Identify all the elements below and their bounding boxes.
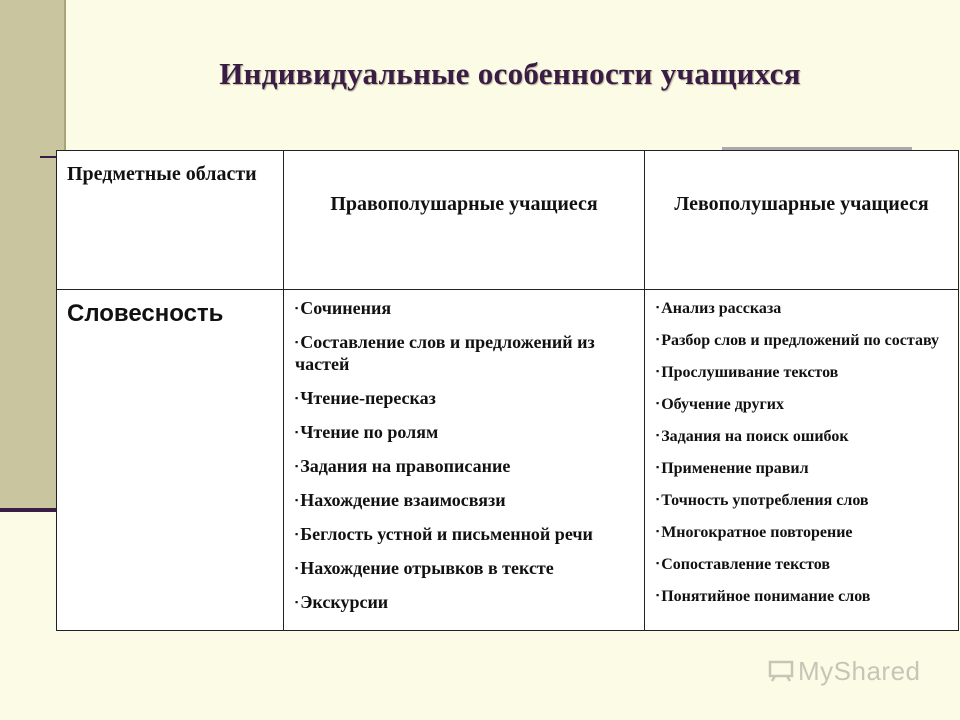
list-item-text: Составление слов и предложений из частей [295,332,595,374]
square-bullet-icon: ▪ [295,303,299,313]
list-item [295,591,635,613]
list-item [295,387,635,409]
square-bullet-icon: ▪ [656,366,660,376]
list-item [295,455,635,477]
list-item-text: Задания на поиск ошибок [661,428,849,445]
list-item [295,523,635,545]
square-bullet-icon: ▪ [295,337,299,347]
list-item-text: Нахождение отрывков в тексте [300,558,554,578]
left-brain-list [646,291,957,621]
list-item-text: Сопоставление текстов [661,556,830,573]
list-item [656,393,949,415]
list-item-text: Экскурсии [300,592,389,612]
subject-cell: Словесность [57,290,284,631]
square-bullet-icon: ▪ [295,495,299,505]
list-item-text: Беглость устной и письменной речи [300,524,593,544]
square-bullet-icon: ▪ [656,526,660,536]
list-item [656,425,949,447]
list-item-text: Разбор слов и предложений по составу [661,332,940,349]
list-item-text: Применение правил [661,460,809,477]
header-subject: Предметные области [57,151,284,290]
right-brain-cell [284,290,645,631]
presentation-board-icon [768,660,794,682]
list-item [295,421,635,443]
list-item [656,521,949,543]
list-item-text: Многократное повторение [661,524,853,541]
list-item-text: Понятийное понимание слов [661,588,871,605]
list-item [656,553,949,575]
list-item [656,585,949,607]
list-item-text: Сочинения [300,298,392,318]
list-item [295,557,635,579]
square-bullet-icon: ▪ [656,398,660,408]
list-item-text: Чтение по ролям [300,422,439,442]
list-item [295,297,635,319]
list-item-text: Точность употребления слов [661,492,869,509]
list-item [295,489,635,511]
square-bullet-icon: ▪ [656,430,660,440]
right-brain-list [285,291,643,629]
comparison-table [56,150,959,631]
square-bullet-icon: ▪ [656,462,660,472]
left-brain-cell [645,290,959,631]
list-item-text: Прослушивание текстов [661,364,839,381]
watermark-text: MyShared [798,656,921,686]
square-bullet-icon: ▪ [656,494,660,504]
list-item [656,489,949,511]
list-item [656,329,949,351]
list-item [295,331,635,375]
square-bullet-icon: ▪ [295,461,299,471]
square-bullet-icon: ▪ [295,529,299,539]
square-bullet-icon: ▪ [295,427,299,437]
list-item [656,297,949,319]
watermark [768,656,921,687]
square-bullet-icon: ▪ [295,563,299,573]
table-header-row [57,151,959,290]
list-item [656,361,949,383]
slide-title: Индивидуальные особенности учащихся [219,56,801,91]
square-bullet-icon: ▪ [295,597,299,607]
list-item-text: Задания на правописание [300,456,511,476]
square-bullet-icon: ▪ [656,558,660,568]
header-left-brain: Левополушарные учащиеся [645,151,959,290]
square-bullet-icon: ▪ [656,590,660,600]
square-bullet-icon: ▪ [656,334,660,344]
list-item-text: Анализ рассказа [661,300,782,317]
table-row [57,290,959,631]
list-item-text: Нахождение взаимосвязи [300,490,506,510]
list-item [656,457,949,479]
square-bullet-icon: ▪ [295,393,299,403]
list-item-text: Обучение других [661,396,784,413]
list-item-text: Чтение-пересказ [300,388,436,408]
square-bullet-icon: ▪ [656,302,660,312]
header-right-brain: Правополушарные учащиеся [284,151,645,290]
